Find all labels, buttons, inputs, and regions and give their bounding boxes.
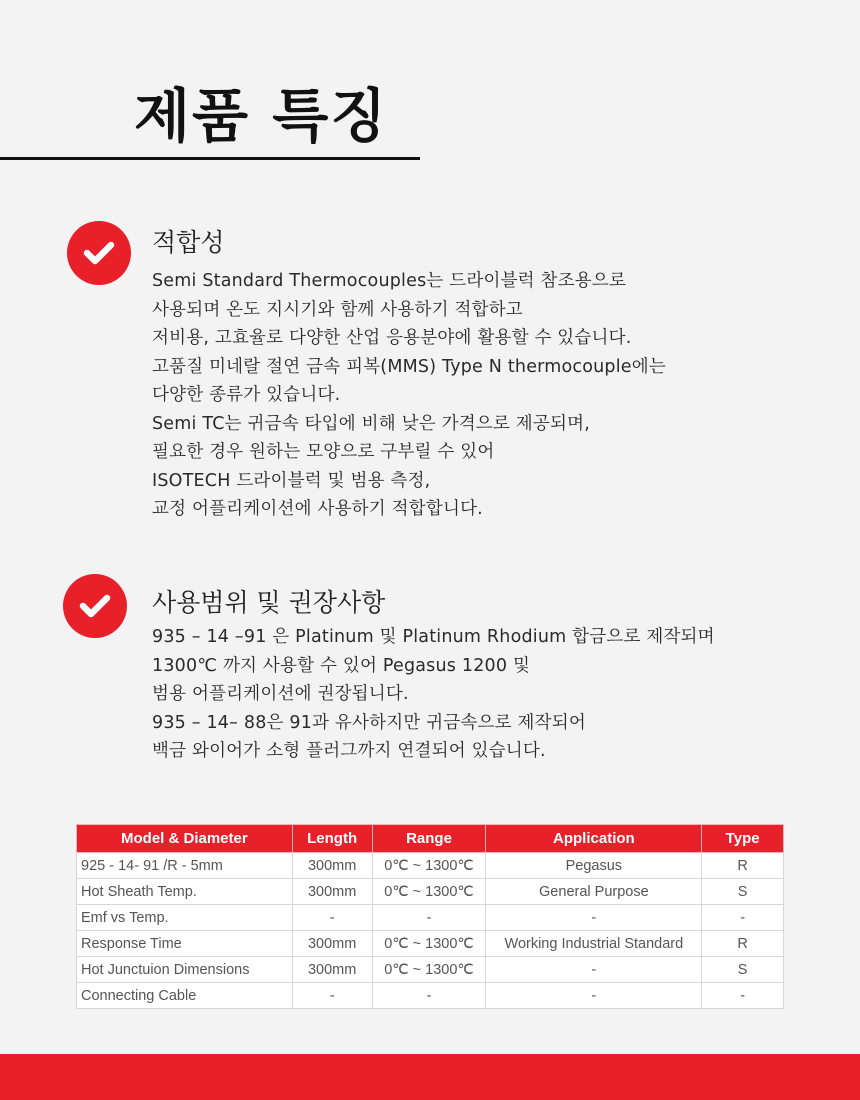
section-body: 935 – 14 –91 은 Platinum 및 Platinum Rhodium 합금으로 제작되며 1300℃ 까지 사용할 수 있어 Pegasus 1200 및 범용 어플리케이션에 권장됩니다. 935 – 14– 88은 91과 유사하지만 귀금속으로 제작되어 백금 와이어가 소형 플러그까지 연결되어 있습니다.: [152, 627, 715, 761]
cell-length: 300mm: [292, 957, 372, 983]
cell-range: 0℃ ~ 1300℃: [372, 931, 486, 957]
cell-range: -: [372, 983, 486, 1009]
cell-length: 300mm: [292, 931, 372, 957]
cell-length: -: [292, 905, 372, 931]
cell-model: Emf vs Temp.: [77, 905, 293, 931]
header-type: Type: [702, 825, 784, 853]
header-model-diameter: Model & Diameter: [77, 825, 293, 853]
cell-application: -: [486, 905, 702, 931]
section-suitability: [152, 226, 666, 524]
section-heading: 적합성: [152, 228, 225, 257]
cell-length: -: [292, 983, 372, 1009]
cell-model: Hot Junctuion Dimensions: [77, 957, 293, 983]
cell-application: Pegasus: [486, 853, 702, 879]
section-body: Semi Standard Thermocouples는 드라이블럭 참조용으로 사용되며 온도 지시기와 함께 사용하기 적합하고 저비용, 고효율로 다양한 산업 응용분야에 활용할 수 있습니다. 고품질 미네랄 절연 금속 피복(MMS) Type N thermocouple에는 다양한 종류가 있습니다. Semi TC는 귀금속 타입에 비해 낮은 가격으로 제공되며, 필요한 경우 원하는 모양으로 구부릴 수 있어 ISOTECH 드라이블럭 및 범용 측정, 교정 어플리케이션에 사용하기 적합합니다.: [152, 271, 666, 519]
cell-length: 300mm: [292, 853, 372, 879]
cell-type: -: [702, 905, 784, 931]
cell-type: R: [702, 931, 784, 957]
cell-application: -: [486, 957, 702, 983]
cell-type: -: [702, 983, 784, 1009]
cell-application: Working Industrial Standard: [486, 931, 702, 957]
cell-range: 0℃ ~ 1300℃: [372, 879, 486, 905]
spec-table: [76, 824, 784, 1009]
footer-bar: [0, 1054, 860, 1100]
cell-application: General Purpose: [486, 879, 702, 905]
table-row: [77, 853, 784, 879]
header-application: Application: [486, 825, 702, 853]
cell-type: R: [702, 853, 784, 879]
cell-type: S: [702, 879, 784, 905]
table-row: [77, 983, 784, 1009]
table-row: [77, 905, 784, 931]
check-circle-icon: [67, 221, 131, 285]
cell-application: -: [486, 983, 702, 1009]
table-row: [77, 879, 784, 905]
cell-range: 0℃ ~ 1300℃: [372, 957, 486, 983]
header-length: Length: [292, 825, 372, 853]
cell-type: S: [702, 957, 784, 983]
table-row: [77, 957, 784, 983]
cell-model: 925 - 14- 91 /R - 5mm: [77, 853, 293, 879]
section-usage-range: [152, 586, 715, 766]
cell-length: 300mm: [292, 879, 372, 905]
title-underline: [0, 157, 420, 160]
cell-model: Connecting Cable: [77, 983, 293, 1009]
cell-range: 0℃ ~ 1300℃: [372, 853, 486, 879]
page-title: 제품 특징: [134, 82, 389, 150]
header-range: Range: [372, 825, 486, 853]
cell-range: -: [372, 905, 486, 931]
section-heading: 사용범위 및 권장사항: [152, 588, 386, 617]
check-circle-icon: [63, 574, 127, 638]
cell-model: Response Time: [77, 931, 293, 957]
table-header-row: [77, 825, 784, 853]
cell-model: Hot Sheath Temp.: [77, 879, 293, 905]
table-row: [77, 931, 784, 957]
